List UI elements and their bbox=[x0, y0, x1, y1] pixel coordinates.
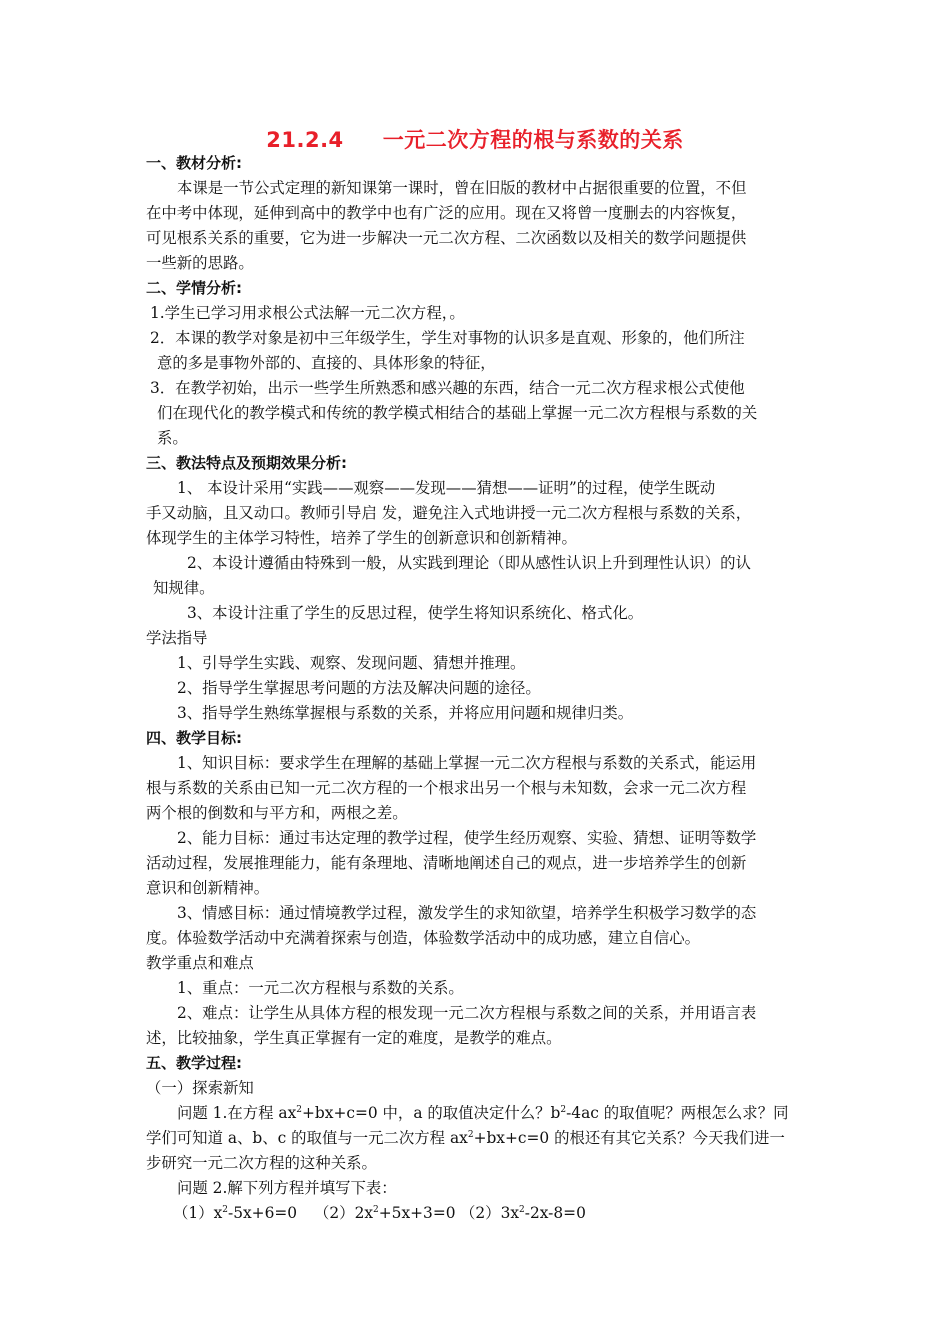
section-heading-5: 五、教学过程: bbox=[146, 1054, 242, 1072]
paragraph-line: 3、情感目标：通过情境教学过程，激发学生的求知欲望，培养学生积极学习数学的态 bbox=[177, 904, 757, 922]
paragraph-line: 1、知识目标：要求学生在理解的基础上掌握一元二次方程根与系数的关系式，能运用 bbox=[177, 754, 757, 772]
section-heading-3: 三、教法特点及预期效果分析: bbox=[146, 454, 347, 472]
paragraph-line: 1.学生已学习用求根公式法解一元二次方程，。 bbox=[150, 304, 465, 322]
paragraph-line: 2、本设计遵循由特殊到一般，从实践到理论（即从感性认识上升到理性认识）的认 bbox=[187, 554, 751, 572]
paragraph-line: 两个根的倒数和与平方和，两根之差。 bbox=[146, 804, 408, 822]
paragraph-line: 意的多是事物外部的、直接的、具体形象的特征， bbox=[157, 354, 496, 372]
paragraph-line: 1、引导学生实践、观察、发现问题、猜想并推理。 bbox=[177, 654, 526, 672]
paragraph-line: 度。体验数学活动中充满着探索与创造，体验数学活动中的成功感，建立自信心。 bbox=[146, 929, 701, 947]
paragraph-line: 2、指导学生掌握思考问题的方法及解决问题的途径。 bbox=[177, 679, 541, 697]
paragraph-line: 在中考中体现，延伸到高中的教学中也有广泛的应用。现在又将曾一度删去的内容恢复， bbox=[146, 204, 747, 222]
paragraph-line: 3、本设计注重了学生的反思过程，使学生将知识系统化、格式化。 bbox=[187, 604, 644, 622]
paragraph-line: 述，比较抽象，学生真正掌握有一定的难度，是教学的难点。 bbox=[146, 1029, 562, 1047]
paragraph-line: 根与系数的关系由已知一元二次方程的一个根求出另一个根与未知数，会求一元二次方程 bbox=[146, 779, 747, 797]
paragraph-line: 系。 bbox=[157, 429, 188, 447]
paragraph-line: 1、 本设计采用“实践——观察——发现——猜想——证明”的过程，使学生既动 bbox=[177, 479, 716, 497]
paragraph-line: 步研究一元二次方程的这种关系。 bbox=[146, 1154, 377, 1172]
question-1-line: 学们可知道 a、b、c 的取值与一元二次方程 $ax^2+bx+c=0$ 的根还有其它关系？今天我们进一 bbox=[146, 1129, 785, 1147]
equation-1: $(1)x^2-5x+6=0$ bbox=[173, 1204, 298, 1222]
paragraph-line: 知规律。 bbox=[153, 579, 215, 597]
paragraph-line: 意识和创新精神。 bbox=[146, 879, 270, 897]
paragraph-line: 2．本课的教学对象是初中三年级学生，学生对事物的认识多是直观、形象的，他们所注 bbox=[150, 329, 745, 347]
equation-3: $(2)3x^2-2x-8=0$ bbox=[460, 1204, 586, 1222]
paragraph-line: 体现学生的主体学习特性，培养了学生的创新意识和创新精神。 bbox=[146, 529, 577, 547]
paragraph-line: 活动过程，发展推理能力，能有条理地、清晰地阐述自己的观点，进一步培养学生的创新 bbox=[146, 854, 747, 872]
section-heading-1: 一、教材分析: bbox=[146, 154, 242, 172]
paragraph-line: （一）探索新知 bbox=[146, 1079, 254, 1097]
paragraph-line: 2、难点：让学生从具体方程的根发现一元二次方程根与系数之间的关系，并用语言表 bbox=[177, 1004, 757, 1022]
paragraph-line: 2、能力目标：通过韦达定理的教学过程，使学生经历观察、实验、猜想、证明等数学 bbox=[177, 829, 757, 847]
paragraph-line: 一些新的思路。 bbox=[146, 254, 254, 272]
paragraph-line: 1、重点：一元二次方程根与系数的关系。 bbox=[177, 979, 464, 997]
paragraph-line: 3、指导学生熟练掌握根与系数的关系，并将应用问题和规律归类。 bbox=[177, 704, 634, 722]
paragraph-line: 3．在教学初始，出示一些学生所熟悉和感兴趣的东西，结合一元二次方程求根公式使他 bbox=[150, 379, 745, 397]
equation-2: $(2)2x^2+5x+3=0$ bbox=[314, 1204, 456, 1222]
question-1-line: 问题 1.在方程 $ax^2+bx+c=0$ 中，a 的取值决定什么？$b^2-4ac$ 的取值呢？两根怎么求？同 bbox=[177, 1104, 789, 1122]
section-heading-2: 二、学情分析: bbox=[146, 279, 242, 297]
page-title: 21.2.4 一元二次方程的根与系数的关系 bbox=[266, 128, 684, 152]
paragraph-line: 本课是一节公式定理的新知课第一课时，曾在旧版的教材中占据很重要的位置，不但 bbox=[177, 179, 747, 197]
section-heading-4: 四、教学目标: bbox=[146, 729, 242, 747]
paragraph-line: 手又动脑，且又动口。教师引导启 发，避免注入式地讲授一元二次方程根与系数的关系， bbox=[146, 504, 752, 522]
paragraph-line: 可见根系关系的重要，它为进一步解决一元二次方程、二次函数以及相关的数学问题提供 bbox=[146, 229, 747, 247]
paragraph-line: 问题 2.解下列方程并填写下表： bbox=[177, 1179, 397, 1197]
paragraph-line: 们在现代化的教学模式和传统的教学模式相结合的基础上掌握一元二次方程根与系数的关 bbox=[157, 404, 758, 422]
paragraph-line: 教学重点和难点 bbox=[146, 954, 254, 972]
paragraph-line: 学法指导 bbox=[146, 629, 208, 647]
